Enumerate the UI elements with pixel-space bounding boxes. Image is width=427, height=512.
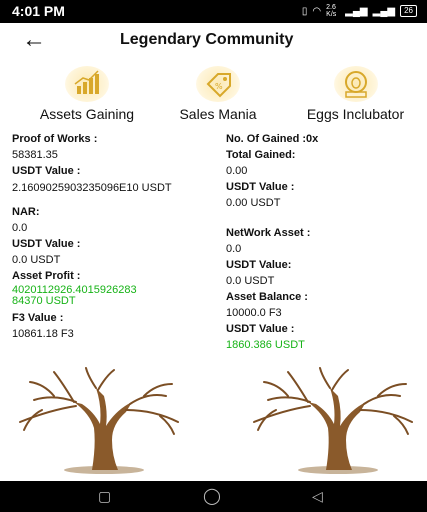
signal-icon-2: ▂▄▆ xyxy=(372,5,396,17)
usdt-value-green: 1860.386 USDT xyxy=(226,339,305,351)
incubator-icon xyxy=(334,66,378,102)
total-gained-value: 0.00 xyxy=(226,165,248,177)
f3-label: F3 Value : xyxy=(12,312,64,324)
proof-label: Proof of Works : xyxy=(12,133,98,145)
feature-eggs-incubator[interactable] xyxy=(288,66,423,122)
status-bar xyxy=(0,0,427,23)
usdt-value: 0.0 USDT xyxy=(12,254,61,266)
chart-growth-icon xyxy=(65,66,109,102)
network-asset-label: NetWork Asset : xyxy=(226,227,311,239)
proof-value: 58381.35 xyxy=(12,149,58,161)
network-asset-value: 0.0 xyxy=(226,243,242,255)
network-speed: 2.6 K/s xyxy=(326,4,337,18)
usdt-label: USDT Value : xyxy=(226,181,295,193)
usdt-label: USDT Value : xyxy=(226,323,295,335)
vibrate-icon: ▯ xyxy=(301,5,308,17)
wifi-icon: ◠ xyxy=(312,5,322,17)
f3-value: 10861.18 F3 xyxy=(12,328,74,340)
feature-label: Sales Mania xyxy=(179,106,257,122)
status-time: 4:01 PM xyxy=(12,3,65,19)
usdt-label: USDT Value : xyxy=(12,238,81,250)
signal-icon: ▂▄▆ xyxy=(345,5,368,17)
feature-row xyxy=(0,66,427,126)
svg-text:%: % xyxy=(215,82,223,91)
price-tag-icon xyxy=(196,66,240,102)
battery-icon: 26 xyxy=(400,5,417,17)
system-nav-bar xyxy=(0,481,427,512)
feature-assets-gaining[interactable] xyxy=(22,66,152,122)
total-gained-label: Total Gained: xyxy=(226,149,296,161)
usdt-value: 0.00 USDT xyxy=(226,197,281,209)
feature-label: Eggs Inclubator xyxy=(306,106,405,122)
gained-count: No. Of Gained :0x xyxy=(226,133,319,145)
recent-apps-icon[interactable]: ▢ xyxy=(98,488,112,504)
home-icon[interactable]: ◯ xyxy=(203,488,221,505)
right-stats xyxy=(226,132,416,354)
asset-profit-label: Asset Profit : xyxy=(12,270,81,282)
tree-illustration-right xyxy=(248,366,418,476)
status-icons xyxy=(302,4,417,18)
tree-illustration-left xyxy=(14,366,184,476)
page-title: Legendary Community xyxy=(120,31,294,48)
app-header xyxy=(0,23,427,61)
asset-balance-label: Asset Balance : xyxy=(226,291,308,303)
usdt-label: USDT Value: xyxy=(226,259,292,271)
feature-sales-mania[interactable] xyxy=(163,66,273,122)
asset-balance-value: 10000.0 F3 xyxy=(226,307,282,319)
usdt-label: USDT Value : xyxy=(12,165,81,177)
nar-value: 0.0 xyxy=(12,222,28,234)
back-nav-icon[interactable]: ◁ xyxy=(312,488,323,504)
left-stats xyxy=(12,132,212,343)
usdt-value: 2.1609025903235096E10 USDT xyxy=(12,182,172,194)
back-arrow-icon[interactable]: ← xyxy=(22,26,46,53)
nar-label: NAR: xyxy=(12,206,40,218)
asset-profit-value: 4020112926.401592628384370 USDT xyxy=(12,284,137,307)
feature-label: Assets Gaining xyxy=(39,106,135,122)
usdt-value: 0.0 USDT xyxy=(226,275,275,287)
